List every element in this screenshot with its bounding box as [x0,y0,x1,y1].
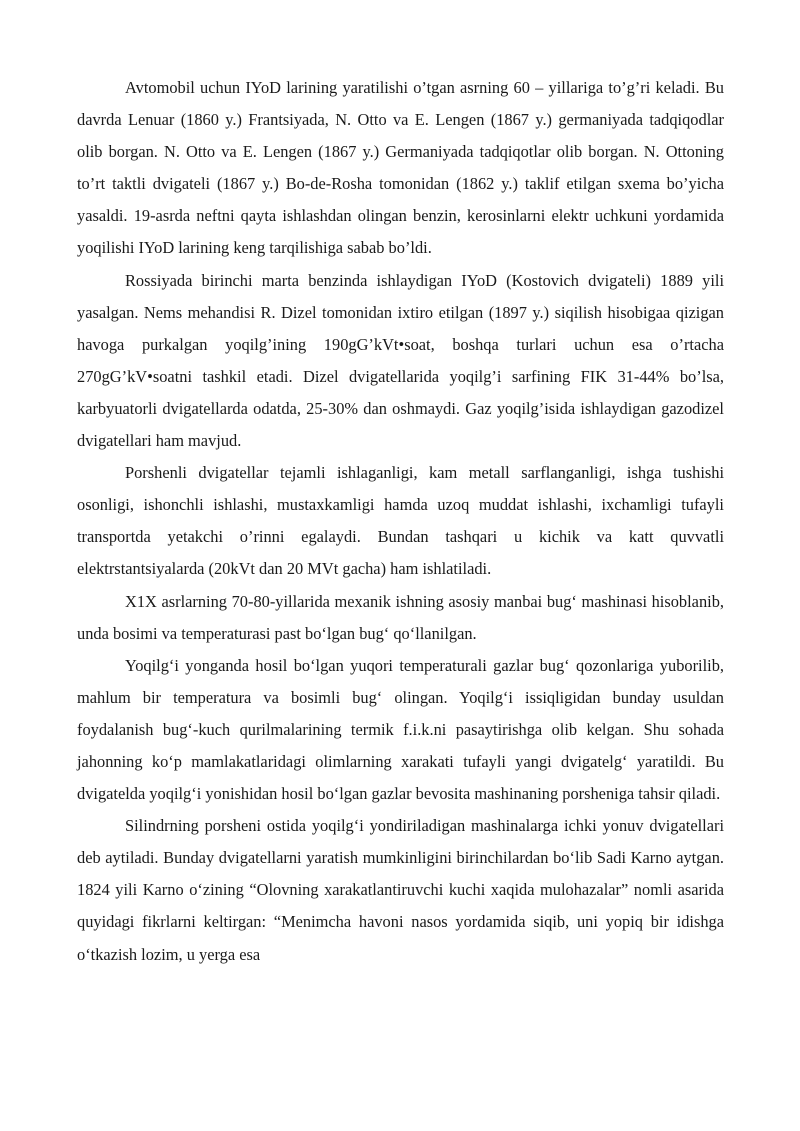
paragraph-piston-engines: Porshenli dvigatellar tejamli ishlaganligi, kam metall sarflanganligi, ishga tushishi osonligi, ishonchli ishlashi, mustaxkamligi hamda uzoq muddat ishlashi, ixchamligi tufayli transportda yetakchi o’rinni egalaydi. Bundan tashqari u kichik va katt quvvatli elektrstantsiyalarda (20kVt dan 20 MVt gacha) ham ishlatiladi. [77,463,724,579]
paragraph-fuel-combustion: Yoqilg‘i yonganda hosil bo‘lgan yuqori temperaturali gazlar bug‘ qozonlariga yuborilib, mahlum bir temperatura va bosimli bug‘ olingan. Yoqilg‘i issiqligidan bunday usuldan foydalanish bug‘-kuch qurilmalarining termik f.i.k.ni pasaytirishga olib kelgan. Shu sohada jahonning ko‘p mamlakatlaridagi olimlarning xarakati tufayli yangi dvigatelg‘ yaratildi. Bu dvigatelda yoqilg‘i yonishidan hosil bo‘lgan gazlar bevosita mashinaning porsheniga tahsir qiladi. [77,655,724,804]
paragraph-cylinder-karno: Silindrning porsheni ostida yoqilg‘i yondiriladigan mashinalarga ichki yonuv dvigatellari deb aytiladi. Bunday dvigatellarni yaratish mumkinligini birinchilardan bo‘lib Sadi Karno aytgan. 1824 yili Karno o‘zining “Olovning xarakatlantiruvchi kuchi xaqida mulohazalar” nomli asarida quyidagi fikrlarni keltirgan: “Menimcha havoni nasos yordamida siqib, uni yopiq bir idishga o‘tkazish lozim, u yerga esa [77,816,724,964]
document-page [77,72,724,971]
paragraph-russia-diesel: Rossiyada birinchi marta benzinda ishlaydigan IYoD (Kostovich dvigateli) 1889 yili yasalgan. Nems mehandisi R. Dizel tomonidan ixtiro etilgan (1897 y.) siqilish hisobigaa qizigan havoga purkalgan yoqilg’ining 190gG’kVt•soat, boshqa turlari uchun esa o’rtacha 270gG’kV•soatni tashkil etadi. Dizel dvigatellarida yoqilg’i sarfining FIK 31-44% bo’lsa, karbyuatorli dvigatellarda odatda, 25-30% dan oshmaydi. Gaz yoqilg’isida ishlaydigan gazodizel dvigatellari ham mavjud. [77,270,724,451]
paragraph-iyod-history: Avtomobil uchun IYoD larining yaratilishi o’tgan asrning 60 – yillariga to’g’ri keladi. Bu davrda Lenuar (1860 y.) Frantsiyada, N. Otto va E. Lengen (1867 y.) germaniyada tadqiqodlar olib borgan. N. Otto va E. Lengen (1867 y.) Germaniyada tadqiqotlar olib borgan. N. Ottoning to’rt taktli dvigateli (1867 y.) Bo-de-Rosha tomonidan (1862 y.) taklif etilgan sxema bo’yicha yasaldi. 19-asrda neftni qayta ishlashdan olingan benzin, kerosinlarni elektr uchkuni yordamida yoqilishi IYoD larining keng tarqilishiga sabab bo’ldi. [77,78,724,258]
paragraph-steam-machine: X1X asrlarning 70-80-yillarida mexanik ishning asosiy manbai bug‘ mashinasi hisoblanib, unda bosimi va temperaturasi past bo‘lgan bug‘ qo‘llanilgan. [77,591,724,643]
